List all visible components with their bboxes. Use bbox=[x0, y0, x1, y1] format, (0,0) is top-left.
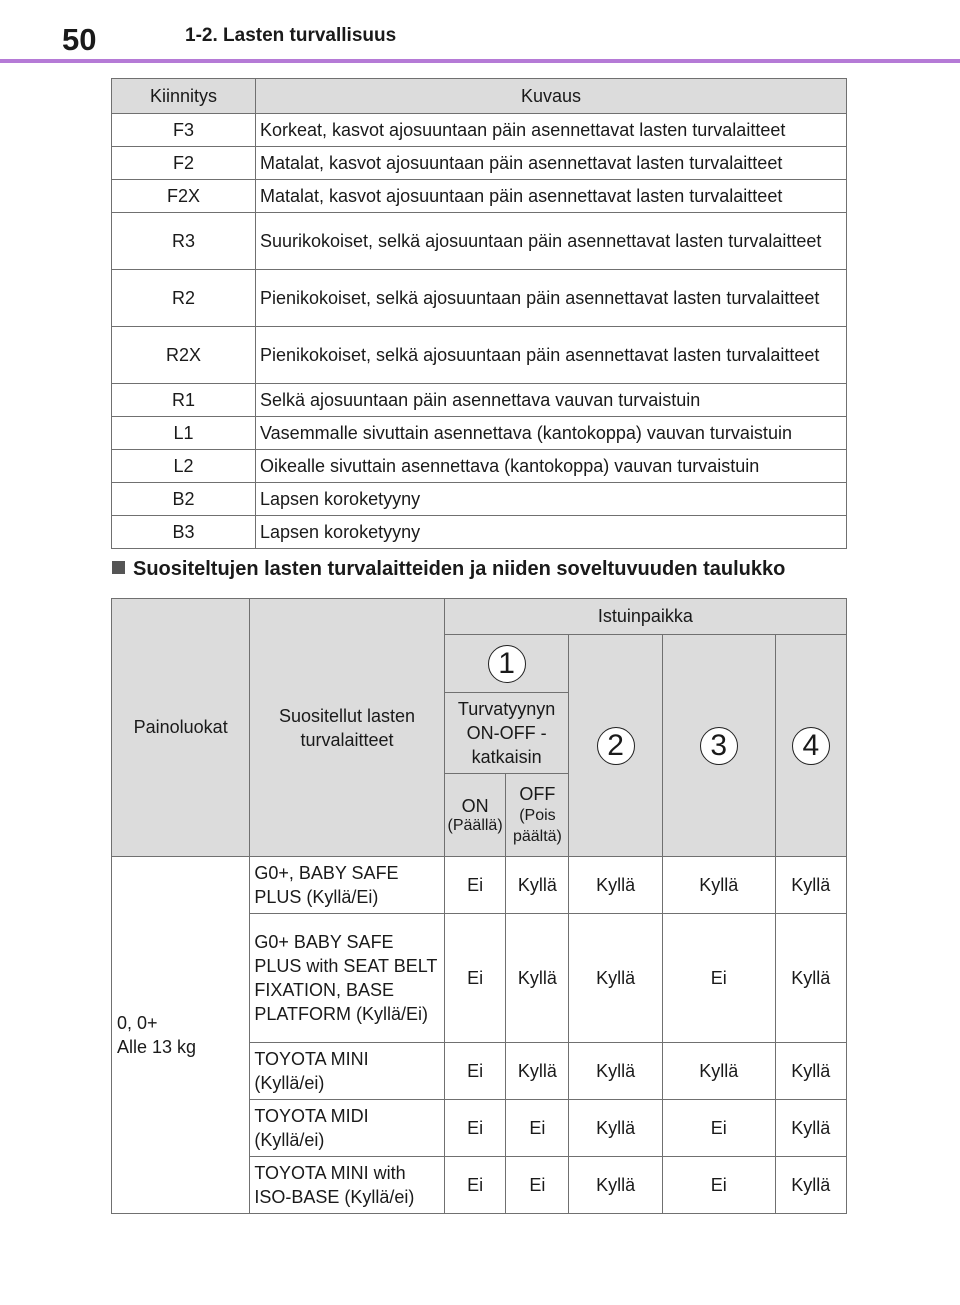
fixture-description: Suurikokoiset, selkä ajosuuntaan päin asennettavat lasten turvalaitteet bbox=[256, 213, 847, 270]
subheading-text: Suositeltujen lasten turvalaitteiden ja niiden soveltuvuuden taulukko bbox=[133, 558, 786, 580]
table-row bbox=[112, 180, 847, 213]
airbag-on-header: ON (Päällä) bbox=[444, 774, 506, 857]
column-header-weight: Painoluokat bbox=[112, 599, 250, 857]
column-header-fixture: Kiinnitys bbox=[112, 79, 256, 114]
fixture-code: R2 bbox=[112, 270, 256, 327]
value-on: Ei bbox=[444, 1157, 506, 1214]
table-row bbox=[112, 270, 847, 327]
fixture-code: L1 bbox=[112, 417, 256, 450]
airbag-switch-header: Turvatyynyn ON-OFF -katkaisin bbox=[444, 693, 569, 774]
value-on: Ei bbox=[444, 1100, 506, 1157]
value-position-2: Kyllä bbox=[569, 857, 662, 914]
table-row bbox=[112, 384, 847, 417]
seat-position-1 bbox=[444, 635, 569, 693]
seat-position-2 bbox=[569, 635, 662, 857]
fixture-code: B3 bbox=[112, 516, 256, 549]
value-position-4: Kyllä bbox=[775, 1043, 846, 1100]
page-header bbox=[0, 0, 960, 64]
value-position-3: Kyllä bbox=[662, 857, 775, 914]
value-position-3: Ei bbox=[662, 1100, 775, 1157]
table-row bbox=[112, 483, 847, 516]
value-off: Kyllä bbox=[506, 1043, 569, 1100]
weight-group: 0, 0+ Alle 13 kg bbox=[112, 857, 250, 1214]
value-on: Ei bbox=[444, 857, 506, 914]
fixture-code: F3 bbox=[112, 114, 256, 147]
fixture-size-table bbox=[111, 78, 847, 549]
value-position-3: Ei bbox=[662, 1157, 775, 1214]
table-row bbox=[112, 450, 847, 483]
seat-position-4 bbox=[775, 635, 846, 857]
table-row bbox=[112, 327, 847, 384]
seat-position-3 bbox=[662, 635, 775, 857]
number-2-icon: 2 bbox=[597, 727, 635, 765]
page-number: 50 bbox=[62, 22, 97, 57]
fixture-code: R2X bbox=[112, 327, 256, 384]
fixture-description: Pienikokoiset, selkä ajosuuntaan päin asennettavat lasten turvalaitteet bbox=[256, 270, 847, 327]
fixture-description: Pienikokoiset, selkä ajosuuntaan päin asennettavat lasten turvalaitteet bbox=[256, 327, 847, 384]
column-header-position: Istuinpaikka bbox=[444, 599, 846, 635]
fixture-description: Oikealle sivuttain asennettava (kantokoppa) vauvan turvaistuin bbox=[256, 450, 847, 483]
value-position-3: Kyllä bbox=[662, 1043, 775, 1100]
square-bullet-icon bbox=[112, 561, 125, 574]
fixture-description: Lapsen koroketyyny bbox=[256, 483, 847, 516]
value-position-2: Kyllä bbox=[569, 1043, 662, 1100]
number-3-icon: 3 bbox=[700, 727, 738, 765]
fixture-description: Matalat, kasvot ajosuuntaan päin asennettavat lasten turvalaitteet bbox=[256, 147, 847, 180]
column-header-seat: Suositellut lasten turvalaitteet bbox=[250, 599, 444, 857]
fixture-code: B2 bbox=[112, 483, 256, 516]
value-on: Ei bbox=[444, 1043, 506, 1100]
table-row bbox=[112, 147, 847, 180]
section-title: 1-2. Lasten turvallisuus bbox=[185, 25, 397, 46]
table-row bbox=[112, 857, 847, 914]
fixture-description: Matalat, kasvot ajosuuntaan päin asennettavat lasten turvalaitteet bbox=[256, 180, 847, 213]
value-position-2: Kyllä bbox=[569, 1157, 662, 1214]
fixture-description: Korkeat, kasvot ajosuuntaan päin asennettavat lasten turvalaitteet bbox=[256, 114, 847, 147]
value-off: Ei bbox=[506, 1157, 569, 1214]
fixture-code: L2 bbox=[112, 450, 256, 483]
value-position-3: Ei bbox=[662, 914, 775, 1043]
column-header-description: Kuvaus bbox=[256, 79, 847, 114]
value-position-2: Kyllä bbox=[569, 1100, 662, 1157]
table-row bbox=[112, 516, 847, 549]
number-1-icon: 1 bbox=[488, 645, 526, 683]
fixture-description: Selkä ajosuuntaan päin asennettava vauvan turvaistuin bbox=[256, 384, 847, 417]
fixture-code: F2X bbox=[112, 180, 256, 213]
table-row bbox=[112, 417, 847, 450]
seat-name: G0+ BABY SAFE PLUS with SEAT BELT FIXATION, BASE PLATFORM (Kyllä/Ei) bbox=[250, 914, 444, 1043]
subheading bbox=[112, 558, 785, 581]
airbag-off-header: OFF (Pois päältä) bbox=[506, 774, 569, 857]
fixture-description: Lapsen koroketyyny bbox=[256, 516, 847, 549]
fixture-description: Vasemmalle sivuttain asennettava (kantokoppa) vauvan turvaistuin bbox=[256, 417, 847, 450]
fixture-code: R3 bbox=[112, 213, 256, 270]
seat-name: TOYOTA MINI (Kyllä/ei) bbox=[250, 1043, 444, 1100]
fixture-code: F2 bbox=[112, 147, 256, 180]
value-position-4: Kyllä bbox=[775, 914, 846, 1043]
seat-name: G0+, BABY SAFE PLUS (Kyllä/Ei) bbox=[250, 857, 444, 914]
table-row bbox=[112, 213, 847, 270]
value-position-4: Kyllä bbox=[775, 1100, 846, 1157]
suitability-table bbox=[111, 598, 847, 1214]
value-position-2: Kyllä bbox=[569, 914, 662, 1043]
seat-name: TOYOTA MIDI (Kyllä/ei) bbox=[250, 1100, 444, 1157]
header-divider bbox=[0, 59, 960, 63]
value-off: Kyllä bbox=[506, 914, 569, 1043]
value-off: Ei bbox=[506, 1100, 569, 1157]
value-on: Ei bbox=[444, 914, 506, 1043]
value-off: Kyllä bbox=[506, 857, 569, 914]
table-row bbox=[112, 114, 847, 147]
value-position-4: Kyllä bbox=[775, 1157, 846, 1214]
value-position-4: Kyllä bbox=[775, 857, 846, 914]
seat-name: TOYOTA MINI with ISO-BASE (Kyllä/ei) bbox=[250, 1157, 444, 1214]
number-4-icon: 4 bbox=[792, 727, 830, 765]
fixture-code: R1 bbox=[112, 384, 256, 417]
